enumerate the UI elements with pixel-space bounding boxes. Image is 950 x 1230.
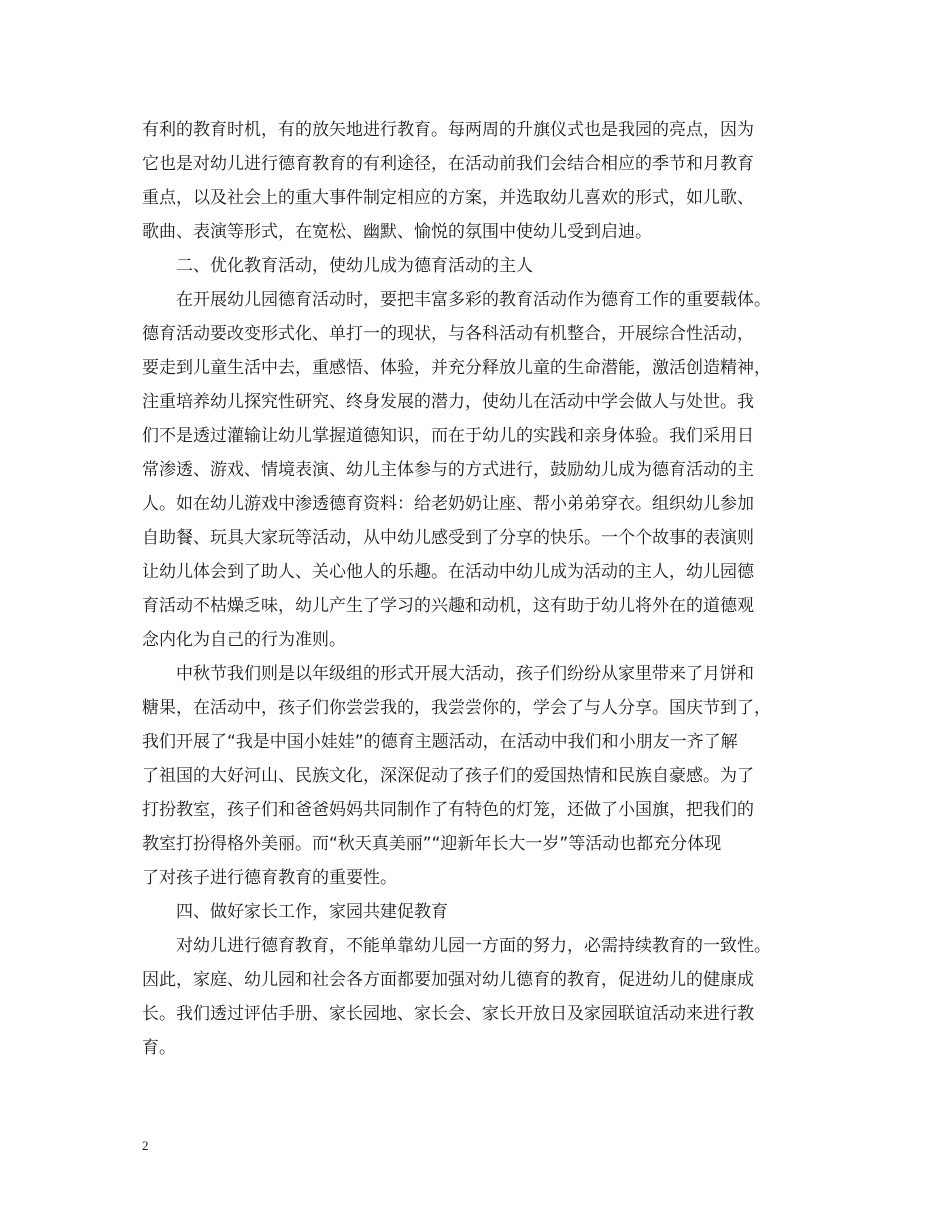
text-line: 打扮教室，孩子们和爸爸妈妈共同制作了有特色的灯笼，还做了小国旗，把我们的 (142, 800, 754, 820)
text-line: 念内化为自己的行为准则。 (142, 630, 346, 650)
text-line: 我们开展了“我是中国小娃娃”的德育主题活动，在活动中我们和小朋友一齐了解 (142, 732, 738, 752)
text-line: 因此，家庭、幼儿园和社会各方面都要加强对幼儿德育的教育，促进幼儿的健康成 (142, 970, 754, 990)
text-line: 们不是透过灌输让幼儿掌握道德知识，而在于幼儿的实践和亲身体验。我们采用日 (142, 426, 754, 446)
text-line: 要走到儿童生活中去，重感悟、体验，并充分释放儿童的生命潜能，激活创造精神， (142, 358, 771, 378)
text-line: 育。 (142, 1038, 176, 1058)
text-line: 长。我们透过评估手册、家长园地、家长会、家长开放日及家园联谊活动来进行教 (142, 1004, 754, 1024)
text-line: 德育活动要改变形式化、单打一的现状，与各科活动有机整合，开展综合性活动， (142, 324, 754, 344)
page-number: 2 (142, 1138, 149, 1153)
text-line: 自助餐、玩具大家玩等活动，从中幼儿感受到了分享的快乐。一个个故事的表演则 (142, 528, 754, 548)
text-line: 了祖国的大好河山、民族文化，深深促动了孩子们的爱国热情和民族自豪感。为了 (142, 766, 754, 786)
body-text (142, 113, 822, 1065)
text-line: 有利的教育时机，有的放矢地进行教育。每两周的升旗仪式也是我园的亮点，因为 (142, 120, 754, 140)
text-line: 重点，以及社会上的重大事件制定相应的方案，并选取幼儿喜欢的形式，如儿歌、 (142, 188, 754, 208)
section-heading: 二、优化教育活动，使幼儿成为德育活动的主人 (176, 256, 533, 276)
section-heading: 四、做好家长工作，家园共建促教育 (176, 902, 448, 922)
text-line: 人。如在幼儿游戏中渗透德育资料：给老奶奶让座、帮小弟弟穿衣。组织幼儿参加 (142, 494, 754, 514)
text-line: 让幼儿体会到了助人、关心他人的乐趣。在活动中幼儿成为活动的主人，幼儿园德 (142, 562, 754, 582)
text-line: 教室打扮得格外美丽。而“秋天真美丽”“迎新年长大一岁”等活动也都充分体现 (142, 834, 722, 854)
text-line: 糖果，在活动中，孩子们你尝尝我的，我尝尝你的，学会了与人分享。国庆节到了， (142, 698, 771, 718)
text-line: 中秋节我们则是以年级组的形式开展大活动，孩子们纷纷从家里带来了月饼和 (176, 664, 754, 684)
text-line: 它也是对幼儿进行德育教育的有利途径，在活动前我们会结合相应的季节和月教育 (142, 154, 754, 174)
text-line: 注重培养幼儿探究性研究、终身发展的潜力，使幼儿在活动中学会做人与处世。我 (142, 392, 754, 412)
text-line: 了对孩子进行德育教育的重要性。 (142, 868, 397, 888)
text-line: 常渗透、游戏、情境表演、幼儿主体参与的方式进行，鼓励幼儿成为德育活动的主 (142, 460, 754, 480)
text-line: 歌曲、表演等形式，在宽松、幽默、愉悦的氛围中使幼儿受到启迪。 (142, 222, 652, 242)
text-line: 育活动不枯燥乏味，幼儿产生了学习的兴趣和动机，这有助于幼儿将外在的道德观 (142, 596, 754, 616)
text-line: 对幼儿进行德育教育，不能单靠幼儿园一方面的努力，必需持续教育的一致性。 (176, 936, 771, 956)
text-line: 在开展幼儿园德育活动时，要把丰富多彩的教育活动作为德育工作的重要载体。 (176, 290, 771, 310)
